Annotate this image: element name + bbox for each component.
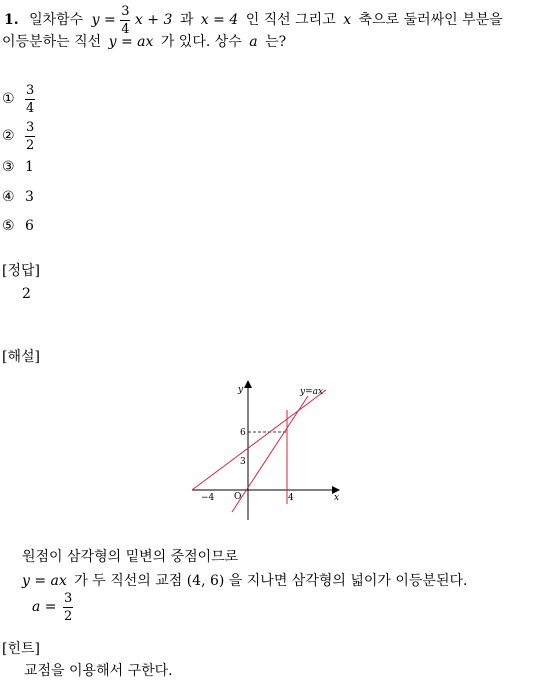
tick-label-4: 4 [288,493,294,503]
variable-x: x [343,12,352,28]
equation-x-equals-4: x = 4 [200,12,239,28]
choice-fraction: $\frac{3}{4}$ [26,82,35,116]
question-number: 1. [4,12,19,28]
y-axis-label: y [238,385,244,395]
tick-label-6: 6 [240,428,246,438]
question-text-1a: 일차함수 [29,12,84,28]
tick-label-neg4: −4 [201,493,215,503]
answer-heading: [정답] [2,263,40,279]
choice-value: 1 [25,159,34,175]
choice-1[interactable] [2,80,35,118]
variable-a: a [249,34,258,50]
hint-heading: [힌트] [2,641,40,657]
hint-text: 교점을 이용해서 구한다. [24,663,173,679]
question-text-1b: 과 [179,12,194,28]
question-text-1c: 인 직선 그리고 [245,12,336,28]
choice-marker: ② [2,128,15,144]
explanation-equation: y = ax [22,573,67,589]
choice-4[interactable] [2,188,34,206]
line-y-ax-label: y=ax [300,387,324,397]
choice-5[interactable] [2,217,34,235]
equation-rhs: x + 3 [134,12,173,28]
choice-value: 3 [25,189,34,205]
question-text-2a: 이등분하는 직선 [2,34,102,50]
explanation-heading: [해설] [2,349,40,365]
choice-marker: ③ [2,159,15,175]
fraction-3-4: $\frac{3}{4}$ [121,3,130,37]
tick-label-3: 3 [240,457,246,467]
choice-2[interactable] [2,117,35,155]
graph-figure [186,378,346,528]
choice-marker: ① [2,91,15,107]
answer-value: 2 [22,286,31,302]
choice-value: 6 [25,218,34,234]
line-y-ax [232,396,308,512]
explanation-a-equals: a = [32,599,57,615]
explanation-line-2 [22,570,467,590]
x-axis-label: x [334,493,340,503]
origin-label: O [234,492,242,502]
question-text-1d: 축으로 둘러싸인 부분을 [358,12,503,28]
choice-3[interactable] [2,158,34,176]
question-text-2c: 는? [265,34,287,50]
question-line-2 [2,33,286,51]
choice-marker: ⑤ [2,218,15,234]
equation-y-ax: y = ax [108,34,154,50]
equation-lhs: y = [91,12,116,28]
choice-fraction: $\frac{3}{2}$ [26,119,35,153]
question-text-2b: 가 있다. 상수 [160,34,242,50]
explanation-line-3 [32,588,73,626]
explanation-line-1: 원점이 삼각형의 밑변의 중점이므로 [22,549,239,565]
explanation-text: 가 두 직선의 교점 (4, 6) 을 지나면 삼각형의 넓이가 이등분된다. [74,573,468,589]
line-y-3-4x-plus-3 [192,390,326,490]
explanation-fraction: $\frac{3}{2}$ [63,590,73,624]
choice-marker: ④ [2,189,15,205]
